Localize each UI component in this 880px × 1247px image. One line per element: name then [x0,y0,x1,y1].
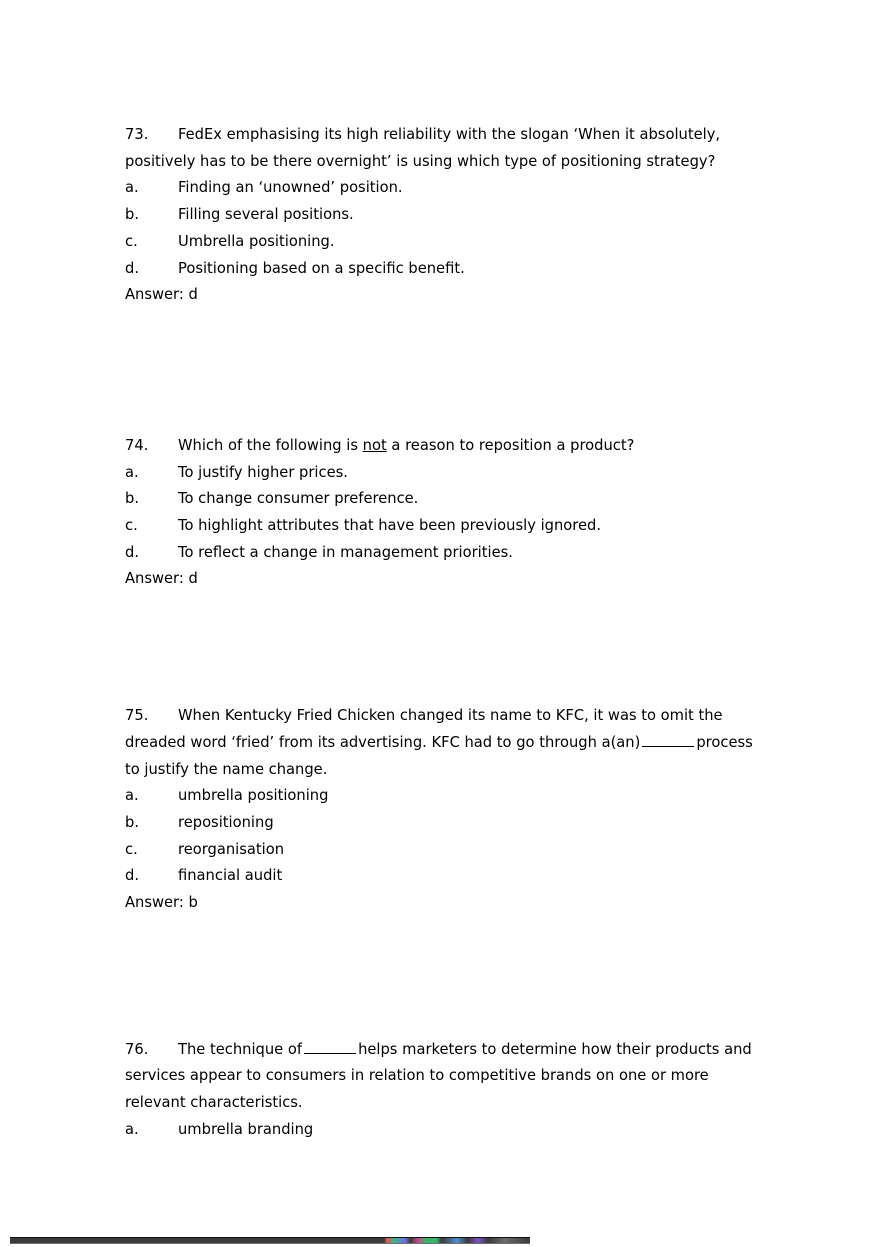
question-73-stem-text: FedEx emphasising its high reliability with the slogan ‘When it absolutely, positively has to be there overnight’ is using which type of positioning strategy? [125,126,721,170]
question-73-answer: Answer: d [125,286,198,304]
option-text: To reflect a change in management priorities. [178,543,513,561]
option-text: Finding an ‘unowned’ position. [178,179,403,197]
question-block-74 [125,433,755,593]
question-74-option-d[interactable] [125,540,755,567]
option-text: To justify higher prices. [178,463,348,481]
option-letter: a. [125,1120,139,1138]
option-text: Positioning based on a specific benefit. [178,259,465,277]
option-text: financial audit [178,867,283,885]
question-block-73 [125,122,755,309]
question-block-75 [125,703,755,917]
page-footer-artifact-strip [10,1237,530,1244]
option-letter: b. [125,206,139,224]
option-text: umbrella positioning [178,787,329,805]
question-75-option-a[interactable] [125,783,755,810]
option-text: To change consumer preference. [178,490,419,508]
option-text: umbrella branding [178,1120,314,1138]
option-letter: c. [125,517,138,535]
question-76-stem-before: The technique of [178,1040,303,1058]
question-75-stem-after: process to justify the name change. [125,733,753,778]
question-73-stem [125,122,755,175]
question-73-option-b[interactable] [125,202,755,229]
question-74-stem-emphasis: not [362,436,387,454]
question-spacer [125,917,755,1037]
question-76-option-a[interactable] [125,1117,755,1144]
question-73-option-d[interactable] [125,256,755,283]
question-76-number: 76. [125,1040,149,1058]
option-text: repositioning [178,813,274,831]
question-73-number: 73. [125,126,149,143]
question-75-option-c[interactable] [125,837,755,864]
question-75-option-d[interactable] [125,863,755,890]
option-letter: b. [125,813,139,831]
question-75-stem [125,703,755,783]
option-letter: a. [125,463,139,481]
question-74-option-a[interactable] [125,460,755,487]
question-74-option-c[interactable] [125,513,755,540]
option-text: Filling several positions. [178,206,354,224]
question-74-answer: Answer: d [125,570,198,588]
option-letter: a. [125,179,139,197]
question-73-option-c[interactable] [125,229,755,256]
option-letter: d. [125,543,139,561]
fill-in-blank [304,1040,356,1054]
question-block-76 [125,1037,755,1144]
option-letter: c. [125,840,138,858]
option-letter: a. [125,787,139,805]
question-75-stem-before: When Kentucky Fried Chicken changed its name to KFC, it was to omit the dreaded word ‘fried’ from its advertising. KFC had to go through a(an) [125,707,723,751]
fill-in-blank [642,733,694,747]
question-74-option-b[interactable] [125,486,755,513]
option-letter: c. [125,232,138,250]
option-letter: b. [125,490,139,508]
question-73-option-a[interactable] [125,175,755,202]
option-text: Umbrella positioning. [178,232,335,250]
question-76-stem [125,1037,755,1117]
question-75-answer: Answer: b [125,894,198,912]
option-text: To highlight attributes that have been previously ignored. [178,517,602,535]
question-spacer [125,309,755,433]
question-74-stem [125,433,755,460]
question-75-number: 75. [125,707,149,725]
question-74-stem-after: a reason to reposition a product? [386,436,635,454]
option-text: reorganisation [178,840,285,858]
question-74-stem-before: Which of the following is [178,436,363,454]
question-76-stem-after: helps marketers to determine how their products and services appear to consumers in relation to competitive brands on one or more relevant characteristics. [125,1040,752,1112]
question-75-option-b[interactable] [125,810,755,837]
option-letter: d. [125,867,139,885]
questions-container [125,122,755,1144]
question-spacer [125,593,755,703]
question-74-number: 74. [125,436,149,454]
footer-artifact-speckle [10,1238,530,1243]
option-letter: d. [125,259,139,277]
